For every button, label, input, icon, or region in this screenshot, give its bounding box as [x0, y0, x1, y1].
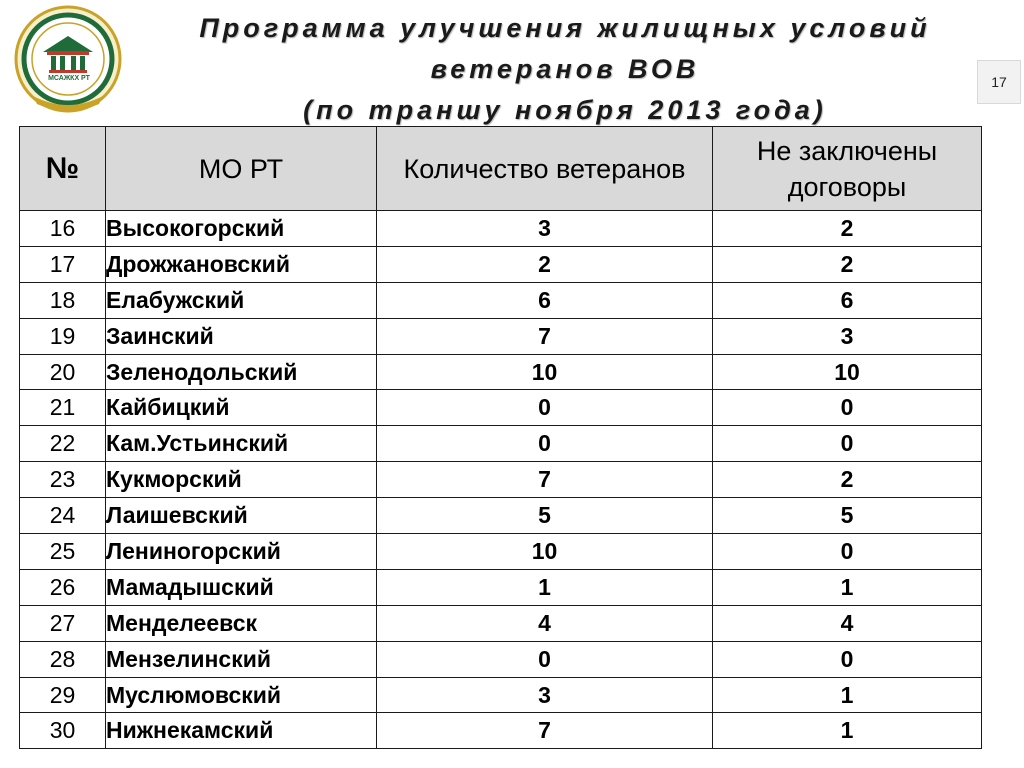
row-number-cell: 29	[20, 677, 106, 713]
ministry-logo	[13, 4, 123, 114]
row-not-concluded-cell: 5	[713, 498, 982, 534]
row-number-cell: 28	[20, 641, 106, 677]
title-line-1: Программа улучшения жилищных условий	[199, 13, 931, 43]
row-municipality-cell: Мензелинский	[106, 641, 377, 677]
row-number-cell: 30	[20, 713, 106, 749]
row-veterans-cell: 10	[377, 534, 713, 570]
row-number-cell: 22	[20, 426, 106, 462]
row-number-cell: 24	[20, 498, 106, 534]
row-municipality-cell: Заинский	[106, 318, 377, 354]
table-row	[20, 498, 982, 534]
row-number-cell: 20	[20, 354, 106, 390]
row-municipality-cell: Лаишевский	[106, 498, 377, 534]
table-row	[20, 569, 982, 605]
row-not-concluded-cell: 1	[713, 677, 982, 713]
header-municipality: МО РТ	[106, 127, 377, 211]
row-veterans-cell: 4	[377, 605, 713, 641]
header-number: №	[20, 127, 106, 211]
row-veterans-cell: 0	[377, 426, 713, 462]
table-row	[20, 211, 982, 247]
table-row	[20, 605, 982, 641]
row-veterans-cell: 3	[377, 677, 713, 713]
title-line-2: ветеранов ВОВ	[430, 54, 700, 84]
row-municipality-cell: Кукморский	[106, 462, 377, 498]
header-not-concluded: Не заключены договоры	[713, 127, 982, 211]
row-number-cell: 21	[20, 390, 106, 426]
row-municipality-cell: Лениногорский	[106, 534, 377, 570]
row-not-concluded-cell: 10	[713, 354, 982, 390]
row-number-cell: 26	[20, 569, 106, 605]
row-not-concluded-cell: 2	[713, 246, 982, 282]
table-row	[20, 641, 982, 677]
page-title	[140, 8, 990, 131]
row-veterans-cell: 10	[377, 354, 713, 390]
row-veterans-cell: 0	[377, 390, 713, 426]
row-veterans-cell: 3	[377, 211, 713, 247]
table-row	[20, 426, 982, 462]
row-municipality-cell: Дрожжановский	[106, 246, 377, 282]
table-row	[20, 246, 982, 282]
table-row	[20, 318, 982, 354]
row-veterans-cell: 7	[377, 318, 713, 354]
logo-caption: МСАЖКХ РТ	[48, 75, 90, 82]
row-veterans-cell: 7	[377, 462, 713, 498]
row-municipality-cell: Нижнекамский	[106, 713, 377, 749]
row-not-concluded-cell: 1	[713, 569, 982, 605]
row-not-concluded-cell: 2	[713, 211, 982, 247]
row-veterans-cell: 7	[377, 713, 713, 749]
title-line-3: (по траншу ноября 2013 года)	[303, 95, 827, 125]
page-number: 17	[977, 60, 1021, 104]
row-municipality-cell: Менделеевск	[106, 605, 377, 641]
row-number-cell: 27	[20, 605, 106, 641]
table-row	[20, 390, 982, 426]
table-row	[20, 534, 982, 570]
row-veterans-cell: 5	[377, 498, 713, 534]
row-municipality-cell: Муслюмовский	[106, 677, 377, 713]
row-number-cell: 25	[20, 534, 106, 570]
row-municipality-cell: Кам.Устьинский	[106, 426, 377, 462]
row-not-concluded-cell: 0	[713, 641, 982, 677]
table-row	[20, 462, 982, 498]
row-not-concluded-cell: 0	[713, 426, 982, 462]
row-not-concluded-cell: 0	[713, 534, 982, 570]
row-veterans-cell: 1	[377, 569, 713, 605]
row-number-cell: 16	[20, 211, 106, 247]
table-row	[20, 677, 982, 713]
row-number-cell: 19	[20, 318, 106, 354]
row-not-concluded-cell: 1	[713, 713, 982, 749]
row-not-concluded-cell: 4	[713, 605, 982, 641]
row-municipality-cell: Высокогорский	[106, 211, 377, 247]
row-municipality-cell: Зеленодольский	[106, 354, 377, 390]
table-row	[20, 282, 982, 318]
row-number-cell: 23	[20, 462, 106, 498]
row-municipality-cell: Кайбицкий	[106, 390, 377, 426]
table-body	[20, 211, 982, 749]
table-row	[20, 713, 982, 749]
logo-emblem-icon	[13, 4, 123, 114]
row-number-cell: 17	[20, 246, 106, 282]
row-not-concluded-cell: 6	[713, 282, 982, 318]
row-not-concluded-cell: 3	[713, 318, 982, 354]
row-number-cell: 18	[20, 282, 106, 318]
row-municipality-cell: Елабужский	[106, 282, 377, 318]
veterans-table	[19, 126, 982, 749]
row-veterans-cell: 6	[377, 282, 713, 318]
row-not-concluded-cell: 0	[713, 390, 982, 426]
header-veterans-count: Количество ветеранов	[377, 127, 713, 211]
table-header-row	[20, 127, 982, 211]
table-row	[20, 354, 982, 390]
row-not-concluded-cell: 2	[713, 462, 982, 498]
row-veterans-cell: 0	[377, 641, 713, 677]
row-municipality-cell: Мамадышский	[106, 569, 377, 605]
row-veterans-cell: 2	[377, 246, 713, 282]
